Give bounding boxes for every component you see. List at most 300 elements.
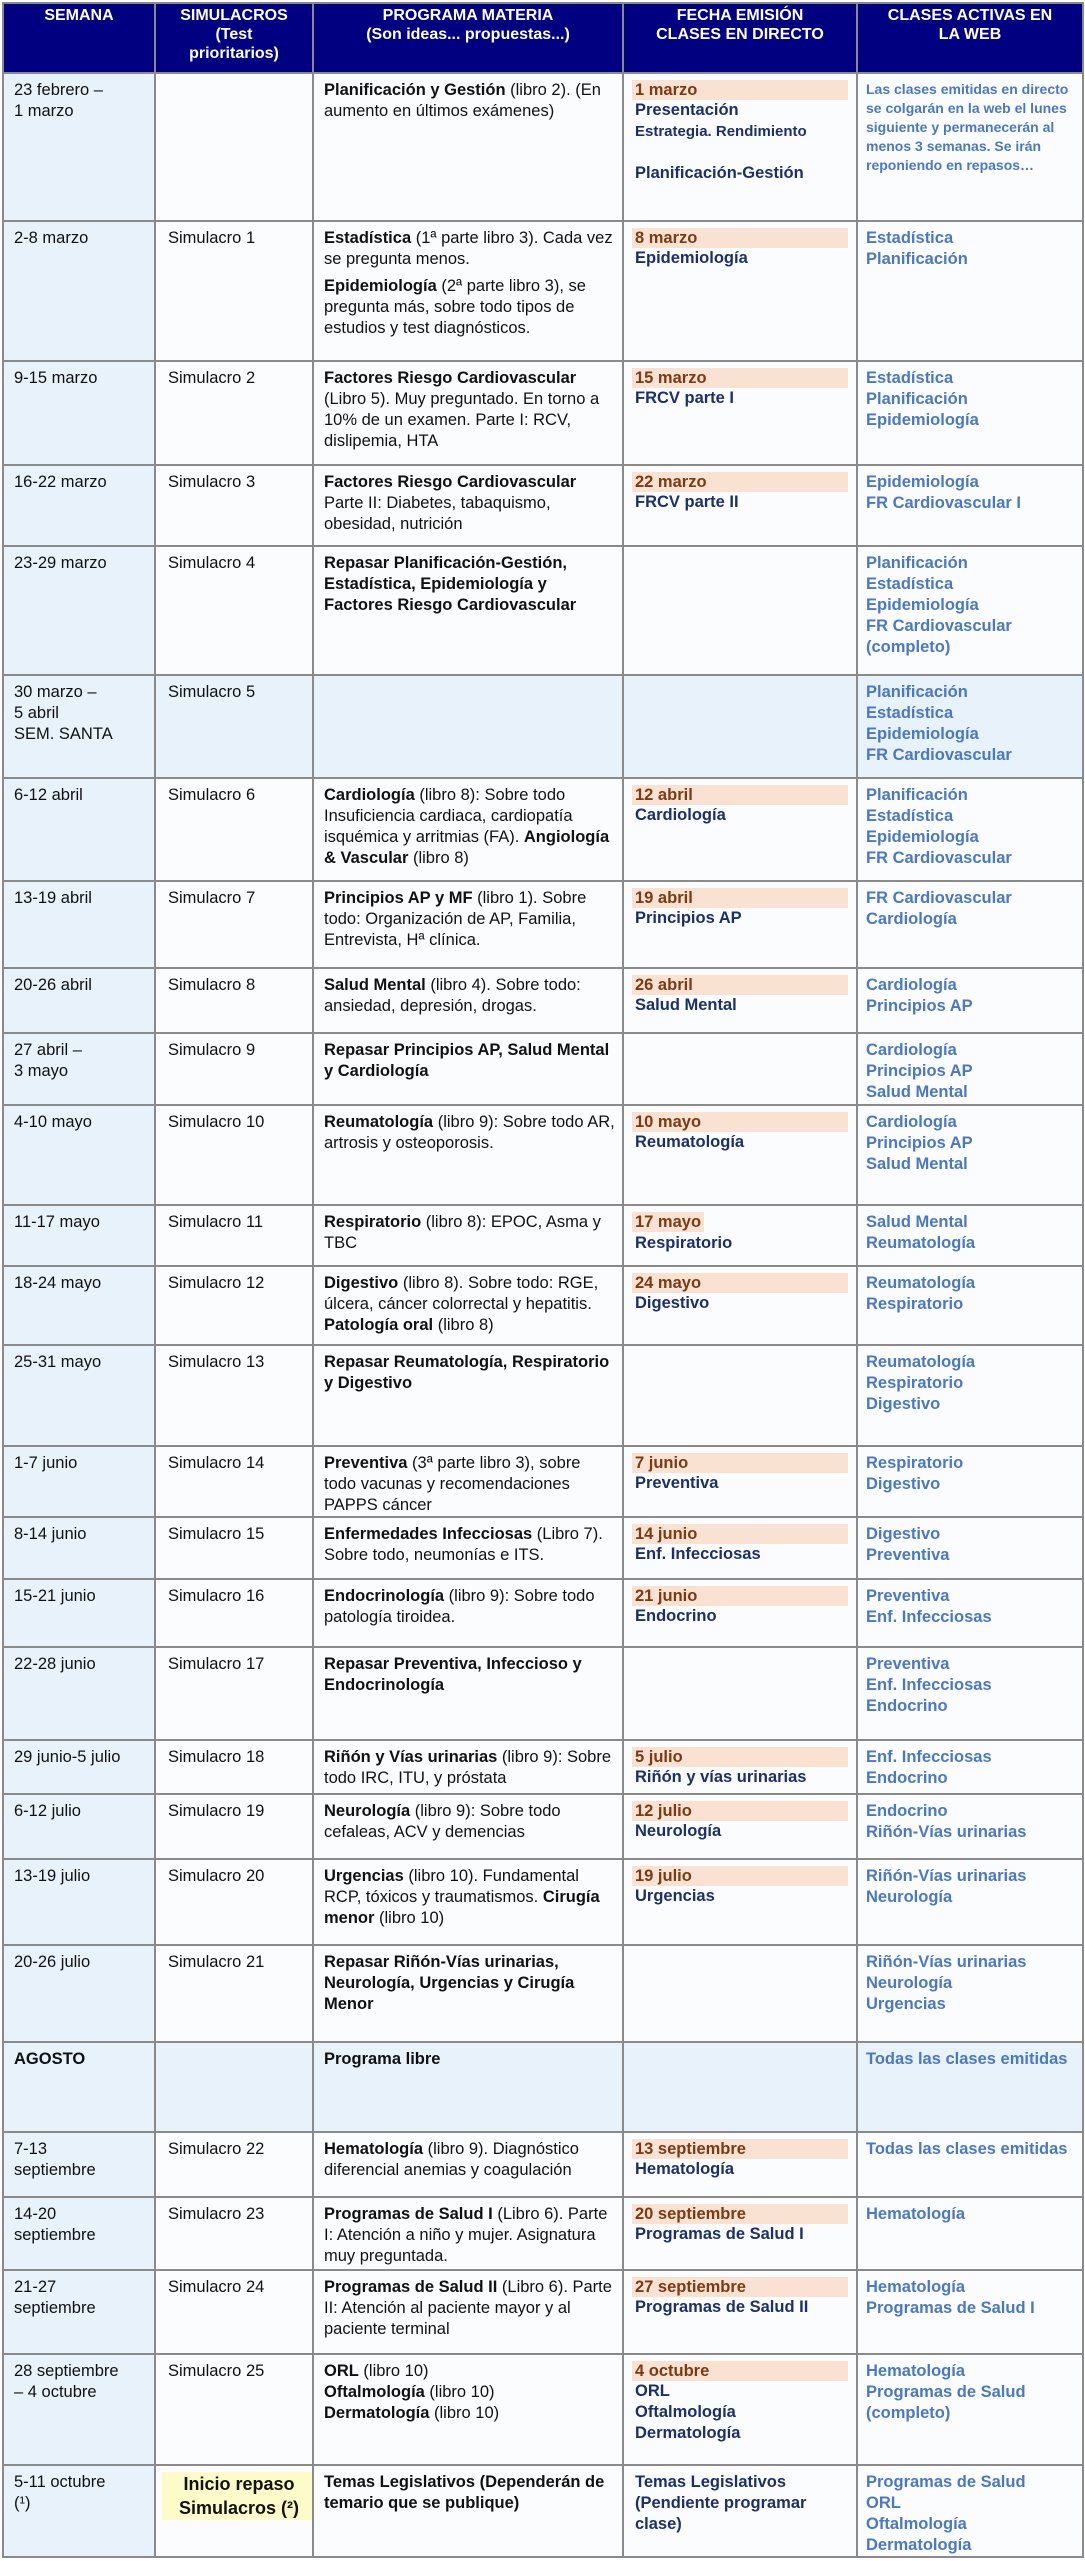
- week-label: septiembre: [14, 2161, 96, 2179]
- header-simulacros: [155, 3, 313, 73]
- programa-detail: (libro 4). Sobre todo: ansiedad, depresión, drogas.: [324, 976, 581, 1015]
- week-cell: [3, 2270, 155, 2354]
- live-topic: Hematología: [635, 2160, 735, 2178]
- programa-cell: [313, 2197, 623, 2270]
- web-class-item: Principios AP: [866, 997, 973, 1015]
- web-class-item: Planificación: [866, 250, 968, 268]
- simulacro-cell: [155, 2354, 313, 2465]
- web-classes-cell: [857, 1266, 1083, 1345]
- simulacro-label: Simulacro 9: [168, 1041, 256, 1059]
- week-label: septiembre: [14, 2299, 96, 2317]
- programa-part: [324, 1587, 595, 1626]
- week-cell: [3, 2197, 155, 2270]
- table-row: [3, 2042, 1083, 2132]
- web-class-item: Reumatología: [866, 1234, 976, 1252]
- table-row: [3, 1033, 1083, 1105]
- week-label: 6-12 abril: [14, 786, 83, 804]
- programa-subject: Digestivo: [324, 1274, 399, 1292]
- live-topic: FRCV parte II: [635, 493, 739, 511]
- header-semana-label: SEMANA: [44, 7, 114, 24]
- live-topic: clase): [635, 2515, 682, 2533]
- simulacro-cell: [155, 968, 313, 1033]
- web-note: Las clases emitidas en directo se colgarán en la web el lunes siguiente y permanecerán al menos 3 semanas. Se irán reponiendo en repasos…: [866, 81, 1069, 173]
- web-class-item: Programas de Salud: [866, 2473, 1026, 2491]
- web-class-item: Planificación: [866, 683, 968, 701]
- programa-part: [324, 2362, 429, 2380]
- live-date: 26 abril: [632, 975, 848, 995]
- simulacro-cell: [155, 465, 313, 546]
- programa-detail: (libro 8): EPOC, Asma y TBC: [324, 1213, 601, 1252]
- programa-detail: (libro 10): [358, 2362, 429, 2380]
- table-row: [3, 1579, 1083, 1647]
- live-class-cell: [623, 1446, 857, 1517]
- programa-detail: (Libro 6). Parte I: Atención a niño y mujer. Asignatura muy preguntada.: [324, 2205, 608, 2265]
- programa-cell: [313, 1647, 623, 1740]
- simulacro-label: Simulacro 5: [168, 683, 256, 701]
- web-class-item: Respiratorio: [866, 1295, 964, 1313]
- live-class-cell: [623, 1579, 857, 1647]
- simulacro-label: Simulacro 18: [168, 1748, 265, 1766]
- programa-subject: Repasar Preventiva, Infeccioso y Endocrinología: [324, 1655, 582, 1694]
- web-classes-cell: [857, 221, 1083, 361]
- web-classes-cell: [857, 2270, 1083, 2354]
- web-class-item: Planificación: [866, 390, 968, 408]
- live-class-cell: [623, 546, 857, 675]
- programa-cell: [313, 2354, 623, 2465]
- week-cell: [3, 1859, 155, 1945]
- table-row: [3, 2465, 1083, 2557]
- header-programa-label: PROGRAMA MATERIA (Son ideas... propuestas...): [366, 7, 570, 43]
- week-label: 3 mayo: [14, 1062, 69, 1080]
- table-row: [3, 221, 1083, 361]
- simulacro-label: Simulacro 13: [168, 1353, 265, 1371]
- week-cell: [3, 1945, 155, 2042]
- live-date: 19 abril: [632, 888, 848, 908]
- live-date: 10 mayo: [632, 1112, 848, 1132]
- live-date: 19 julio: [632, 1866, 848, 1886]
- programa-detail: (2ª parte libro 3), se pregunta más, sobre todo tipos de estudios y test diagnósticos.: [324, 277, 586, 337]
- programa-cell: [313, 465, 623, 546]
- live-date: 20 septiembre: [632, 2204, 848, 2224]
- web-class-item: FR Cardiovascular: [866, 889, 1012, 907]
- programa-detail: (Libro 5). Muy preguntado. En torno a 10% de un examen. Parte I: RCV, dislipemia, HTA: [324, 390, 600, 450]
- table-row: [3, 1345, 1083, 1446]
- programa-part: [324, 1802, 561, 1841]
- simulacro-cell: [155, 73, 313, 221]
- programa-detail: (libro 8): Sobre todo Insuficiencia cardiaca, cardiopatía isquémica y arritmias (FA).: [324, 786, 573, 846]
- live-date: 4 octubre: [632, 2361, 848, 2381]
- simulacro-label: Simulacro 17: [168, 1655, 265, 1673]
- web-class-item: Epidemiología: [866, 725, 979, 743]
- live-class-cell: [623, 73, 857, 221]
- live-topic: Respiratorio: [635, 1234, 733, 1252]
- week-label: 16-22 marzo: [14, 473, 107, 491]
- programa-subject: Cirugía menor: [324, 1888, 600, 1927]
- simulacro-cell: [155, 778, 313, 881]
- web-class-item: Planificación: [866, 554, 968, 572]
- programa-subject: Urgencias: [324, 1867, 404, 1885]
- programa-part: [324, 554, 576, 614]
- simulacro-label: Simulacro 10: [168, 1113, 265, 1131]
- programa-detail: (libro 9): Sobre todo cefaleas, ACV y demencias: [324, 1802, 561, 1841]
- web-class-item: Estadística: [866, 369, 954, 387]
- web-classes-cell: [857, 1794, 1083, 1859]
- web-classes-cell: [857, 2132, 1083, 2197]
- week-label: 27 abril –: [14, 1041, 82, 1059]
- web-class-item: Hematología: [866, 2362, 966, 2380]
- live-class-cell: [623, 2354, 857, 2465]
- table-row: [3, 881, 1083, 968]
- web-classes-cell: [857, 1647, 1083, 1740]
- header-semana: [3, 3, 155, 73]
- simulacro-label: Simulacro 25: [168, 2362, 265, 2380]
- programa-part: [324, 2404, 499, 2422]
- web-classes-cell: [857, 2354, 1083, 2465]
- week-label: 13-19 julio: [14, 1867, 91, 1885]
- programa-detail: (libro 9): Sobre todo IRC, ITU, y próstata: [324, 1748, 612, 1787]
- programa-subject: Repasar Planificación-Gestión, Estadística, Epidemiología y Factores Riesgo Cardiovascular: [324, 554, 577, 614]
- web-class-item: Urgencias: [866, 1995, 946, 2013]
- table-row: [3, 1266, 1083, 1345]
- simulacro-label: Simulacro 3: [168, 473, 256, 491]
- programa-subject: Enfermedades Infecciosas: [324, 1525, 533, 1543]
- programa-detail: (libro 10): [374, 1909, 445, 1927]
- week-cell: [3, 1446, 155, 1517]
- live-class-cell: [623, 881, 857, 968]
- live-date: 17 mayo: [632, 1212, 704, 1232]
- live-class-cell: [623, 1740, 857, 1794]
- week-cell: [3, 881, 155, 968]
- simulacro-cell: [155, 1517, 313, 1579]
- week-label: 1 marzo: [14, 102, 74, 120]
- programa-subject: Cardiología: [324, 786, 415, 804]
- live-class-cell: [623, 1266, 857, 1345]
- table-row: [3, 778, 1083, 881]
- simulacro-label: Simulacro 20: [168, 1867, 265, 1885]
- simulacro-label: Simulacro 6: [168, 786, 256, 804]
- live-class-cell: [623, 1647, 857, 1740]
- programa-cell: [313, 1033, 623, 1105]
- week-label: 15-21 junio: [14, 1587, 96, 1605]
- live-date: 14 junio: [632, 1524, 848, 1544]
- programa-detail: (1ª parte libro 3). Cada vez se pregunta menos.: [324, 229, 613, 268]
- web-classes-cell: [857, 1105, 1083, 1205]
- programa-part: [324, 1525, 603, 1564]
- web-class-item: Epidemiología: [866, 596, 979, 614]
- live-topic: Preventiva: [635, 1474, 719, 1492]
- web-class-item: Cardiología: [866, 976, 957, 994]
- programa-subject: Factores Riesgo Cardiovascular: [324, 473, 577, 491]
- web-class-item: Neurología: [866, 1974, 953, 1992]
- table-row: [3, 73, 1083, 221]
- live-class-cell: [623, 1345, 857, 1446]
- web-class-item: Enf. Infecciosas: [866, 1608, 992, 1626]
- week-label: 6-12 julio: [14, 1802, 81, 1820]
- programa-part: [324, 1113, 615, 1152]
- web-class-item: Principios AP: [866, 1062, 973, 1080]
- programa-subject: Repasar Reumatología, Respiratorio y Digestivo: [324, 1353, 610, 1392]
- live-topic: Presentación: [635, 101, 739, 119]
- simulacro-cell: [155, 1740, 313, 1794]
- programa-part: [324, 976, 581, 1015]
- live-date: 27 septiembre: [632, 2277, 848, 2297]
- web-class-item: Hematología: [866, 2205, 966, 2223]
- live-date: 12 julio: [632, 1801, 848, 1821]
- live-class-cell: [623, 2042, 857, 2132]
- web-class-item: Preventiva: [866, 1655, 950, 1673]
- programa-cell: [313, 778, 623, 881]
- live-date: 7 junio: [632, 1453, 848, 1473]
- web-class-item: Digestivo: [866, 1475, 941, 1493]
- web-class-item: Enf. Infecciosas: [866, 1748, 992, 1766]
- simulacro-label: Simulacro 16: [168, 1587, 265, 1605]
- live-class-cell: [623, 1033, 857, 1105]
- web-classes-cell: [857, 778, 1083, 881]
- programa-subject: Epidemiología: [324, 277, 437, 295]
- programa-detail: (libro 8): [408, 849, 469, 867]
- live-topic: [632, 142, 848, 163]
- week-cell: [3, 1794, 155, 1859]
- week-label: 13-19 abril: [14, 889, 92, 907]
- programa-detail: (libro 8): [433, 1316, 494, 1334]
- simulacro-label: Simulacro 19: [168, 1802, 265, 1820]
- programa-detail: (libro 1). Sobre todo: Organización de AP, Familia, Entrevista, Hª clínica.: [324, 889, 587, 949]
- table-row: [3, 1647, 1083, 1740]
- simulacro-cell: [155, 2042, 313, 2132]
- programa-part: [324, 2278, 612, 2338]
- web-class-item: FR Cardiovascular: [866, 849, 1012, 867]
- live-topic: Epidemiología: [635, 249, 748, 267]
- header-row: [3, 3, 1083, 73]
- simulacro-label: Simulacro 11: [168, 1213, 264, 1231]
- simulacro-cell: [155, 361, 313, 465]
- simulacro-label: Simulacro 2: [168, 369, 256, 387]
- live-topic: Estrategia. Rendimiento: [635, 123, 807, 140]
- web-class-item: Todas las clases emitidas: [866, 2050, 1068, 2068]
- programa-cell: [313, 1345, 623, 1446]
- header-fecha: [623, 3, 857, 73]
- live-topic: Programas de Salud I: [635, 2225, 804, 2243]
- web-classes-cell: [857, 2197, 1083, 2270]
- programa-cell: [313, 2465, 623, 2557]
- web-class-item: Dermatología: [866, 2536, 972, 2554]
- week-label: 9-15 marzo: [14, 369, 98, 387]
- web-class-item: FR Cardiovascular I: [866, 494, 1021, 512]
- week-cell: [3, 2042, 155, 2132]
- table-row: [3, 546, 1083, 675]
- live-date: 5 julio: [632, 1747, 848, 1767]
- week-cell: [3, 968, 155, 1033]
- simulacro-label: Simulacro 12: [168, 1274, 265, 1292]
- simulacro-cell: [155, 1205, 313, 1266]
- web-class-item: Epidemiología: [866, 473, 979, 491]
- web-classes-cell: [857, 1033, 1083, 1105]
- programa-cell: [313, 1859, 623, 1945]
- week-cell: [3, 1345, 155, 1446]
- header-programa: [313, 3, 623, 73]
- table-row: [3, 968, 1083, 1033]
- programa-part: [324, 1316, 494, 1334]
- web-class-item: Salud Mental: [866, 1155, 968, 1173]
- table-row: [3, 1740, 1083, 1794]
- live-topic: Endocrino: [635, 1607, 717, 1625]
- web-class-item: Riñón-Vías urinarias: [866, 1867, 1027, 1885]
- week-label: 5 abril: [14, 704, 59, 722]
- live-class-cell: [623, 361, 857, 465]
- week-label: 21-27: [14, 2278, 57, 2296]
- live-topic: Neurología: [635, 1822, 722, 1840]
- live-class-cell: [623, 1517, 857, 1579]
- programa-detail: (libro 2). (En aumento en últimos exámenes): [324, 81, 601, 120]
- web-classes-cell: [857, 675, 1083, 778]
- web-class-item: Estadística: [866, 807, 954, 825]
- programa-part: [324, 2050, 440, 2068]
- web-classes-cell: [857, 1579, 1083, 1647]
- web-classes-cell: [857, 361, 1083, 465]
- week-cell: [3, 675, 155, 778]
- programa-detail: Parte II: Diabetes, tabaquismo, obesidad, nutrición: [324, 494, 551, 533]
- simulacro-cell: [155, 675, 313, 778]
- programa-part: [324, 1274, 598, 1313]
- week-label: 11-17 mayo: [14, 1213, 100, 1231]
- week-cell: [3, 1033, 155, 1105]
- web-classes-cell: [857, 2042, 1083, 2132]
- week-cell: [3, 465, 155, 546]
- live-date: 1 marzo: [632, 80, 848, 100]
- week-label: 7-13: [14, 2140, 48, 2158]
- programa-subject: Hematología: [324, 2140, 424, 2158]
- programa-cell: [313, 546, 623, 675]
- programa-cell: [313, 968, 623, 1033]
- programa-part: [324, 2140, 579, 2179]
- programa-part: [324, 2205, 607, 2265]
- programa-subject: Dermatología: [324, 2404, 430, 2422]
- table-row: [3, 675, 1083, 778]
- live-date: 24 mayo: [632, 1273, 848, 1293]
- simulacro-cell: [155, 2465, 313, 2557]
- simulacro-cell: [155, 1859, 313, 1945]
- programa-subject: Programa libre: [324, 2050, 441, 2068]
- programa-part: [324, 2473, 604, 2512]
- web-class-item: Riñón-Vías urinarias: [866, 1953, 1027, 1971]
- week-cell: [3, 2132, 155, 2197]
- simulacro-cell: [155, 546, 313, 675]
- live-class-cell: [623, 2197, 857, 2270]
- live-topic: FRCV parte I: [635, 389, 735, 407]
- live-topic: Oftalmología: [635, 2403, 736, 2421]
- programa-part: [324, 229, 613, 268]
- simulacro-label: Simulacro 8: [168, 976, 256, 994]
- live-topic: Enf. Infecciosas: [635, 1545, 761, 1563]
- simulacro-cell: [155, 1794, 313, 1859]
- live-topic: Digestivo: [635, 1294, 710, 1312]
- programa-detail: (3ª parte libro 3), sobre todo vacunas y recomendaciones PAPPS cáncer: [324, 1454, 581, 1514]
- web-classes-cell: [857, 546, 1083, 675]
- simulacro-label: Simulacro 24: [168, 2278, 265, 2296]
- web-class-item: Epidemiología: [866, 828, 979, 846]
- live-date: 12 abril: [632, 785, 848, 805]
- programa-part: [324, 1213, 601, 1252]
- week-cell: [3, 1740, 155, 1794]
- programa-part: [324, 1353, 609, 1392]
- simulacro-label: Simulacro 22: [168, 2140, 265, 2158]
- week-label: 4-10 mayo: [14, 1113, 92, 1131]
- web-class-item: Endocrino: [866, 1697, 948, 1715]
- simulacro-label: Simulacro 1: [168, 229, 256, 247]
- week-label: 20-26 abril: [14, 976, 92, 994]
- week-cell: [3, 1205, 155, 1266]
- simulacro-cell: [155, 2270, 313, 2354]
- programa-cell: [313, 881, 623, 968]
- web-class-item: Hematología: [866, 2278, 966, 2296]
- web-class-item: Oftalmología: [866, 2515, 967, 2533]
- table-row: [3, 1105, 1083, 1205]
- table-row: [3, 1859, 1083, 1945]
- week-label: 25-31 mayo: [14, 1353, 102, 1371]
- week-label: 22-28 junio: [14, 1655, 96, 1673]
- week-label: 2-8 marzo: [14, 229, 89, 247]
- programa-cell: [313, 1945, 623, 2042]
- programa-subject: Repasar Principios AP, Salud Mental y Cardiología: [324, 1041, 610, 1080]
- web-classes-cell: [857, 1945, 1083, 2042]
- simulacro-label: Simulacro 21: [168, 1953, 265, 1971]
- web-class-item: Reumatología: [866, 1353, 976, 1371]
- live-class-cell: [623, 1945, 857, 2042]
- week-cell: [3, 2465, 155, 2557]
- programa-cell: [313, 1205, 623, 1266]
- week-label: 20-26 julio: [14, 1953, 91, 1971]
- web-classes-cell: [857, 881, 1083, 968]
- simulacro-cell: [155, 1446, 313, 1517]
- table-row: [3, 2197, 1083, 2270]
- live-class-cell: [623, 1205, 857, 1266]
- programa-subject: Salud Mental: [324, 976, 426, 994]
- live-class-cell: [623, 1794, 857, 1859]
- web-class-item: Estadística: [866, 575, 954, 593]
- programa-part: [324, 1041, 609, 1080]
- web-class-item: Neurología: [866, 1888, 953, 1906]
- simulacro-cell: [155, 1105, 313, 1205]
- simulacro-label: Simulacro 23: [168, 2205, 265, 2223]
- web-class-item: Cardiología: [866, 1113, 957, 1131]
- live-class-cell: [623, 778, 857, 881]
- web-class-item: Cardiología: [866, 1041, 957, 1059]
- programa-part: [324, 1655, 582, 1694]
- live-class-cell: [623, 675, 857, 778]
- table-row: [3, 1945, 1083, 2042]
- repaso-label: Simulacros (²): [178, 2498, 300, 2518]
- web-class-item: Reumatología: [866, 1274, 976, 1292]
- week-label: 1-7 junio: [14, 1454, 78, 1472]
- programa-subject: Principios AP y MF: [324, 889, 473, 907]
- week-label: septiembre: [14, 2226, 96, 2244]
- programa-cell: [313, 361, 623, 465]
- live-class-cell: [623, 1859, 857, 1945]
- live-class-cell: [623, 2465, 857, 2557]
- week-label: SEM. SANTA: [14, 725, 113, 743]
- web-class-item: Cardiología: [866, 910, 957, 928]
- simulacro-cell: [155, 1266, 313, 1345]
- simulacro-cell: [155, 1945, 313, 2042]
- programa-detail: (libro 10): [424, 2383, 495, 2401]
- web-class-item: (completo): [866, 638, 951, 656]
- week-label: 8-14 junio: [14, 1525, 87, 1543]
- week-label: (¹): [14, 2494, 31, 2512]
- live-date: 13 septiembre: [632, 2139, 848, 2159]
- web-classes-cell: [857, 1345, 1083, 1446]
- web-class-item: FR Cardiovascular: [866, 617, 1012, 635]
- programa-detail: (libro 9). Diagnóstico diferencial anemias y coagulación: [324, 2140, 579, 2179]
